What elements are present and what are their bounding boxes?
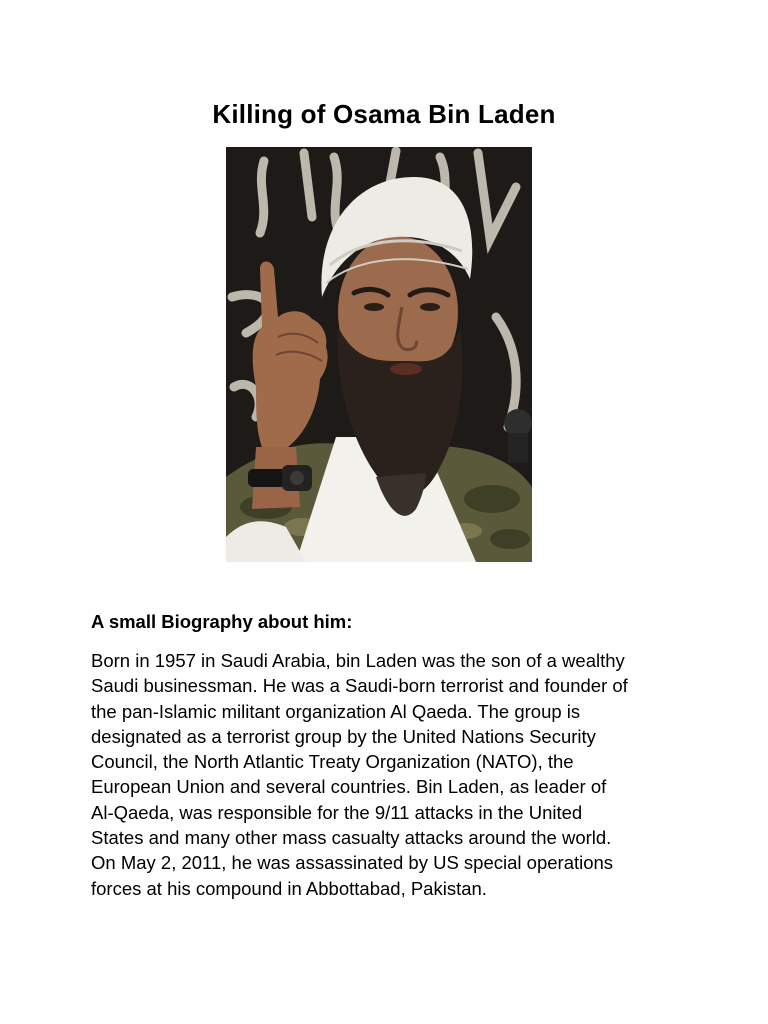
portrait-photo — [226, 147, 532, 562]
bio-line: States and many other mass casualty attacks around the world. — [91, 827, 612, 849]
portrait-illustration — [226, 147, 532, 562]
bio-line: Saudi businessman. He was a Saudi-born terrorist and founder of — [91, 675, 628, 697]
bio-line: Council, the North Atlantic Treaty Organization (NATO), the — [91, 751, 574, 773]
bio-line: Al-Qaeda, was responsible for the 9/11 attacks in the United — [91, 801, 583, 823]
biography-paragraph — [91, 648, 691, 901]
bio-line: forces at his compound in Abbottabad, Pakistan. — [91, 877, 487, 899]
document-title: Killing of Osama Bin Laden — [212, 99, 556, 129]
bio-line: Born in 1957 in Saudi Arabia, bin Laden was the son of a wealthy — [91, 650, 625, 671]
bio-line: On May 2, 2011, he was assassinated by US special operations — [91, 852, 614, 874]
section-heading: A small Biography about him: — [91, 611, 353, 632]
bio-line: European Union and several countries. Bin Laden, as leader of — [91, 776, 607, 798]
bio-line: the pan-Islamic militant organization Al Qaeda. The group is — [91, 700, 581, 722]
bio-line: designated as a terrorist group by the United Nations Security — [91, 725, 596, 747]
